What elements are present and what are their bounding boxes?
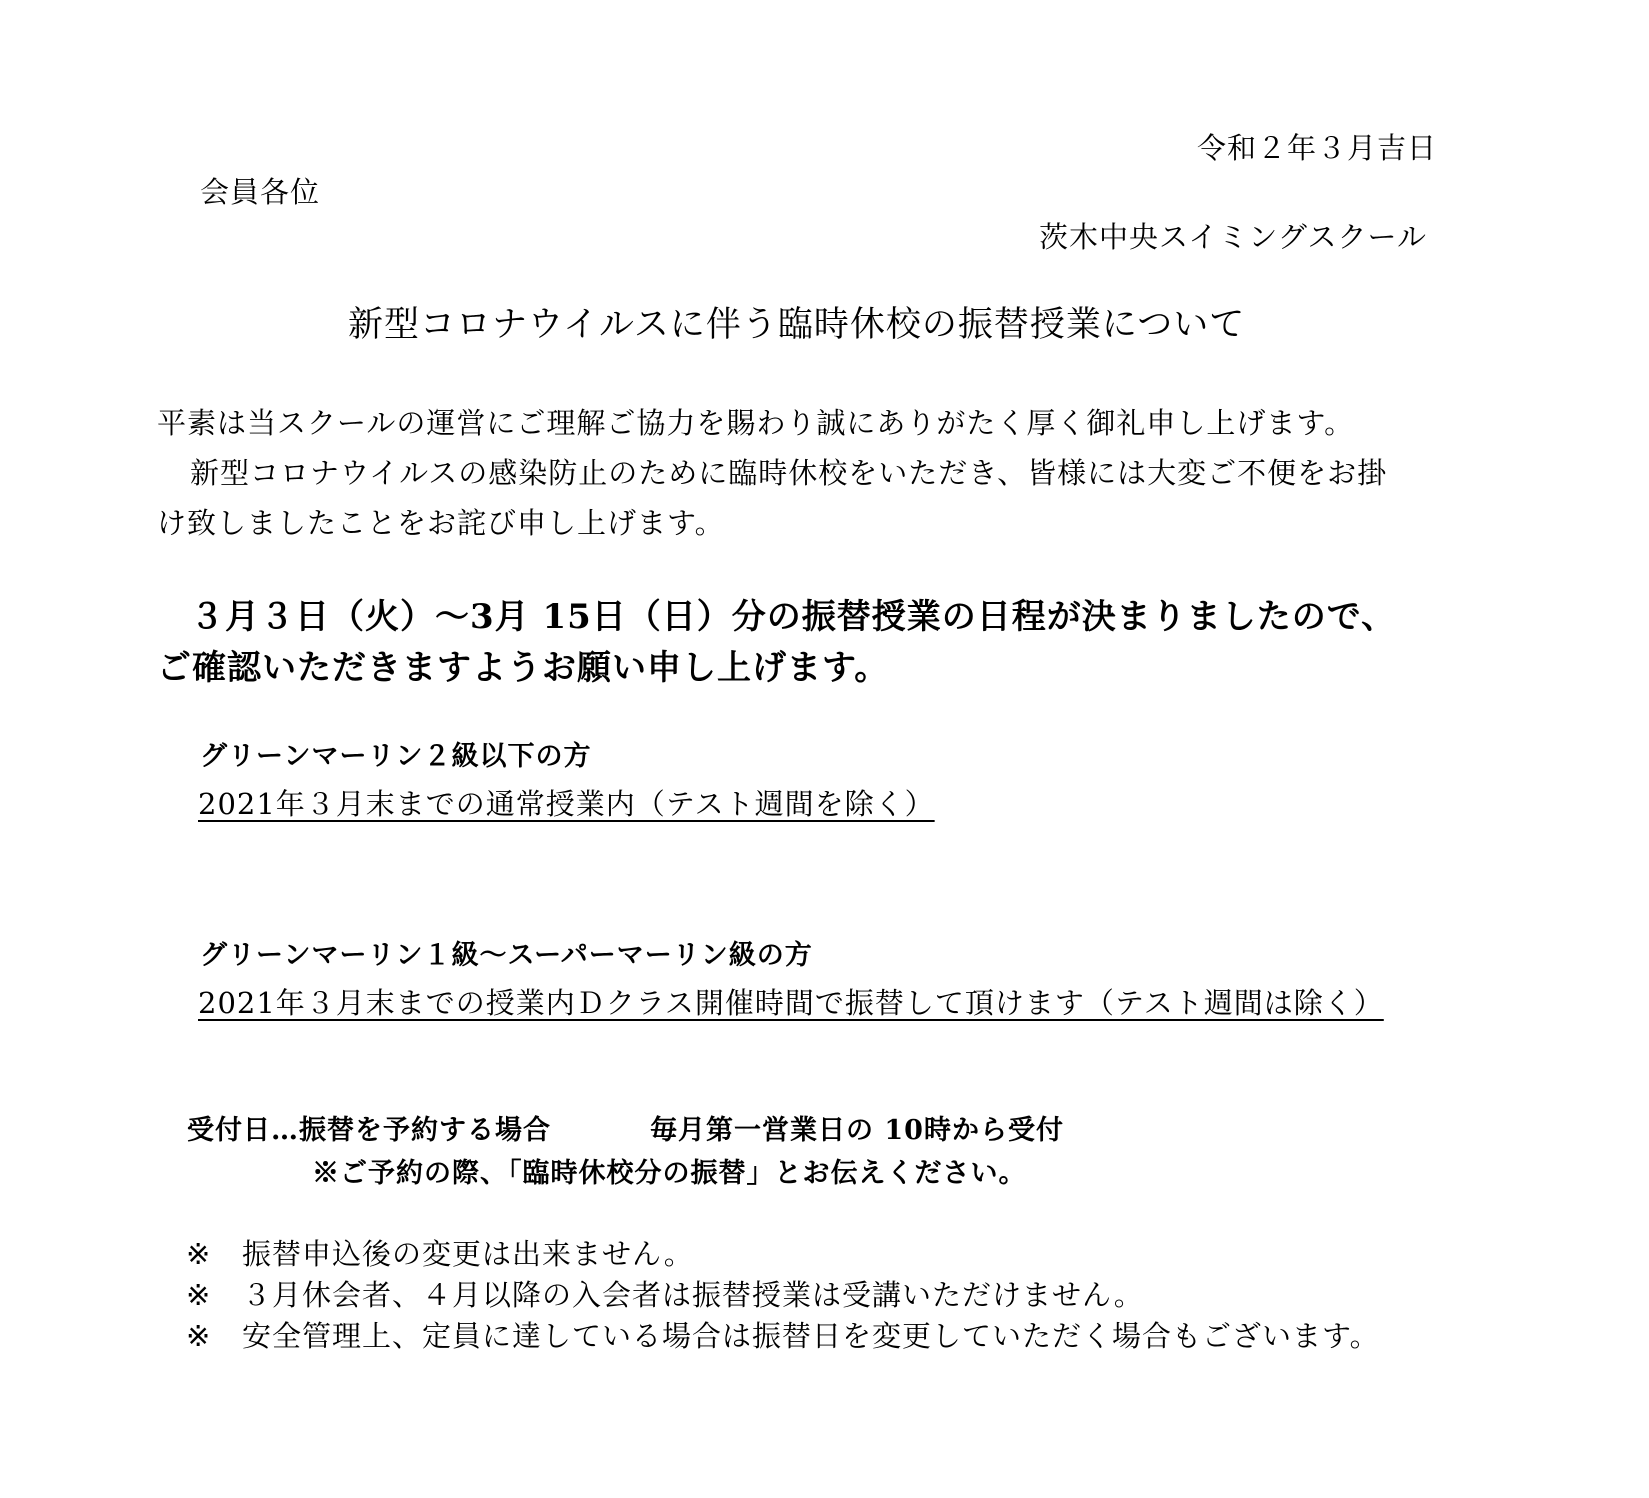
section-1-detail: 2021年３月末までの通常授業内（テスト週間を除く） (198, 787, 935, 821)
reception-value: 毎月第一営業日の 10時から受付 (650, 1115, 1064, 1146)
note-mark: ※ (186, 1278, 212, 1312)
announcement-line-1: ３月３日（火）～3月 15日（日）分の振替授業の日程が決まりましたので、 (190, 597, 1397, 637)
intro-line-2: 新型コロナウイルスの感染防止のために臨時休校をいただき、皆様には大変ご不便をお掛 (190, 456, 1388, 490)
intro-line-3: け致しましたことをお詫び申し上げます。 (157, 506, 725, 540)
reception-label: 受付日…振替を予約する場合 (187, 1115, 551, 1146)
note-mark: ※ (186, 1319, 212, 1353)
note-mark: ※ (186, 1237, 212, 1271)
section-1-heading: グリーンマーリン２級以下の方 (200, 741, 592, 772)
note-item: ３月休会者、４月以降の入会者は振替授業は受講いただけません。 (242, 1278, 1144, 1312)
recipient: 会員各位 (200, 175, 321, 209)
announcement-line-2: ご確認いただきますようお願い申し上げます。 (157, 648, 890, 688)
intro-line-1: 平素は当スクールの運営にご理解ご協力を賜わり誠にありがたく厚く御礼申し上げます。 (157, 406, 1355, 440)
sender: 茨木中央スイミングスクール (1039, 220, 1427, 254)
section-2-heading: グリーンマーリン１級～スーパーマーリン級の方 (200, 940, 813, 971)
reception-note: ※ご予約の際、「臨時休校分の振替」とお伝えください。 (312, 1158, 1027, 1189)
section-2-detail: 2021年３月末までの授業内Ｄクラス開催時間で振替して頂けます（テスト週間は除く） (198, 986, 1384, 1020)
note-item: 振替申込後の変更は出来ません。 (242, 1237, 694, 1271)
page-title: 新型コロナウイルスに伴う臨時休校の振替授業について (348, 305, 1246, 345)
issue-date: 令和２年３月吉日 (1197, 131, 1438, 165)
note-item: 安全管理上、定員に達している場合は振替日を変更していただく場合もございます。 (242, 1319, 1380, 1353)
